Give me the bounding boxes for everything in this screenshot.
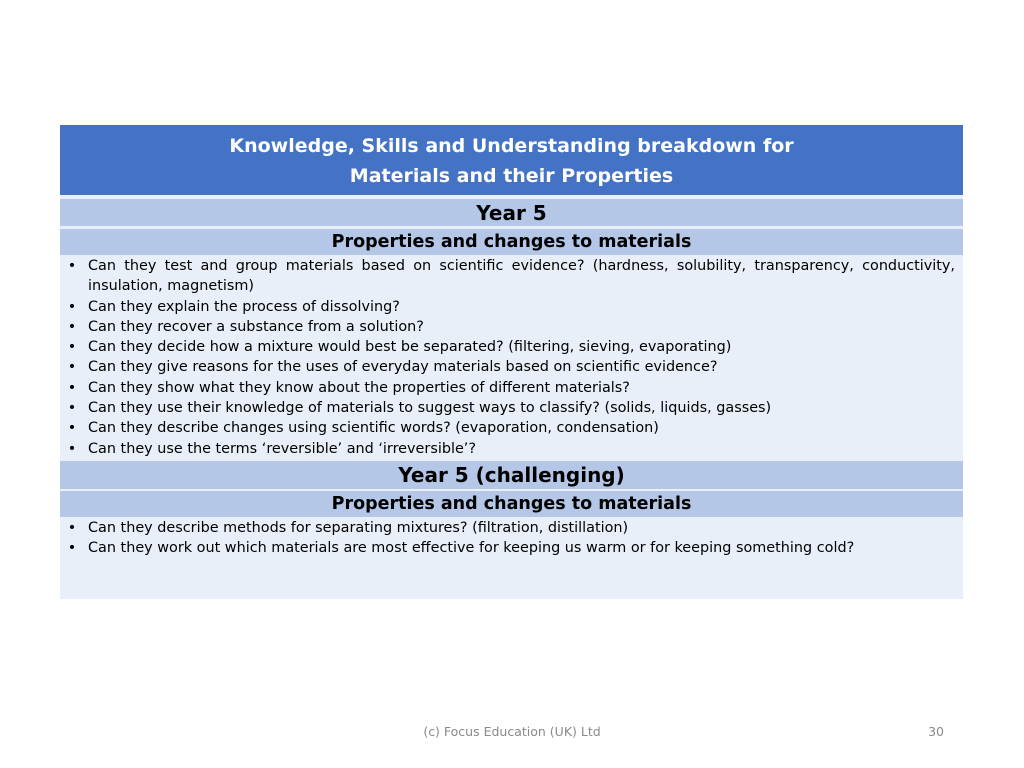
bullet: •	[67, 258, 77, 274]
topic-heading-challenging: Properties and changes to materials	[60, 491, 963, 517]
page-number: 30	[928, 724, 944, 739]
criteria-list-year5-challenging	[60, 518, 963, 559]
list-item: • Can they work out which materials are most effective for keeping us warm or for keeping something cold?	[66, 538, 955, 558]
bullet: •	[67, 318, 77, 335]
list-item: • Can they explain the process of dissolving?	[66, 297, 955, 317]
list-item: • Can they show what they know about the properties of different materials?	[66, 378, 955, 398]
list-item: • Can they describe changes using scientific words? (evaporation, condensation)	[66, 418, 955, 438]
year-heading: Year 5	[60, 199, 963, 226]
content-table	[60, 125, 963, 599]
list-item: • Can they use the terms ‘reversible’ and ‘irreversible’?	[66, 439, 955, 459]
bullet: •	[67, 400, 77, 417]
footer-credit: (c) Focus Education (UK) Ltd	[423, 724, 601, 739]
list-item: • Can they describe methods for separating mixtures? (filtration, distillation)	[66, 518, 955, 538]
list-item: • Can they use their knowledge of materials to suggest ways to classify? (solids, liquids, gasses)	[66, 398, 955, 418]
topic-heading: Properties and changes to materials	[60, 229, 963, 255]
header-title-line-2: Materials and their Properties	[349, 165, 674, 187]
bullet: •	[67, 379, 77, 396]
list-item: • Can they test and group materials based on scientific evidence? (hardness, solubility, transparency, conductivity, insulation, magnetism)	[67, 258, 955, 295]
criteria-list-year5	[60, 256, 963, 459]
bullet: •	[67, 359, 77, 376]
bullet: •	[67, 298, 77, 315]
table-header	[60, 125, 963, 195]
list-item: • Can they give reasons for the uses of everyday materials based on scientific evidence?	[66, 357, 955, 377]
bullet: •	[67, 520, 77, 536]
list-item: • Can they decide how a mixture would best be separated? (filtering, sieving, evaporating)	[66, 337, 955, 357]
list-item: • Can they recover a substance from a solution?	[66, 317, 955, 337]
year-challenging-heading: Year 5 (challenging)	[60, 461, 963, 489]
bullet: •	[67, 440, 77, 457]
bullet: •	[67, 339, 77, 356]
bullet: •	[67, 420, 77, 437]
header-title-line-1: Knowledge, Skills and Understanding breakdown for	[229, 135, 794, 157]
bullet: •	[67, 540, 77, 557]
